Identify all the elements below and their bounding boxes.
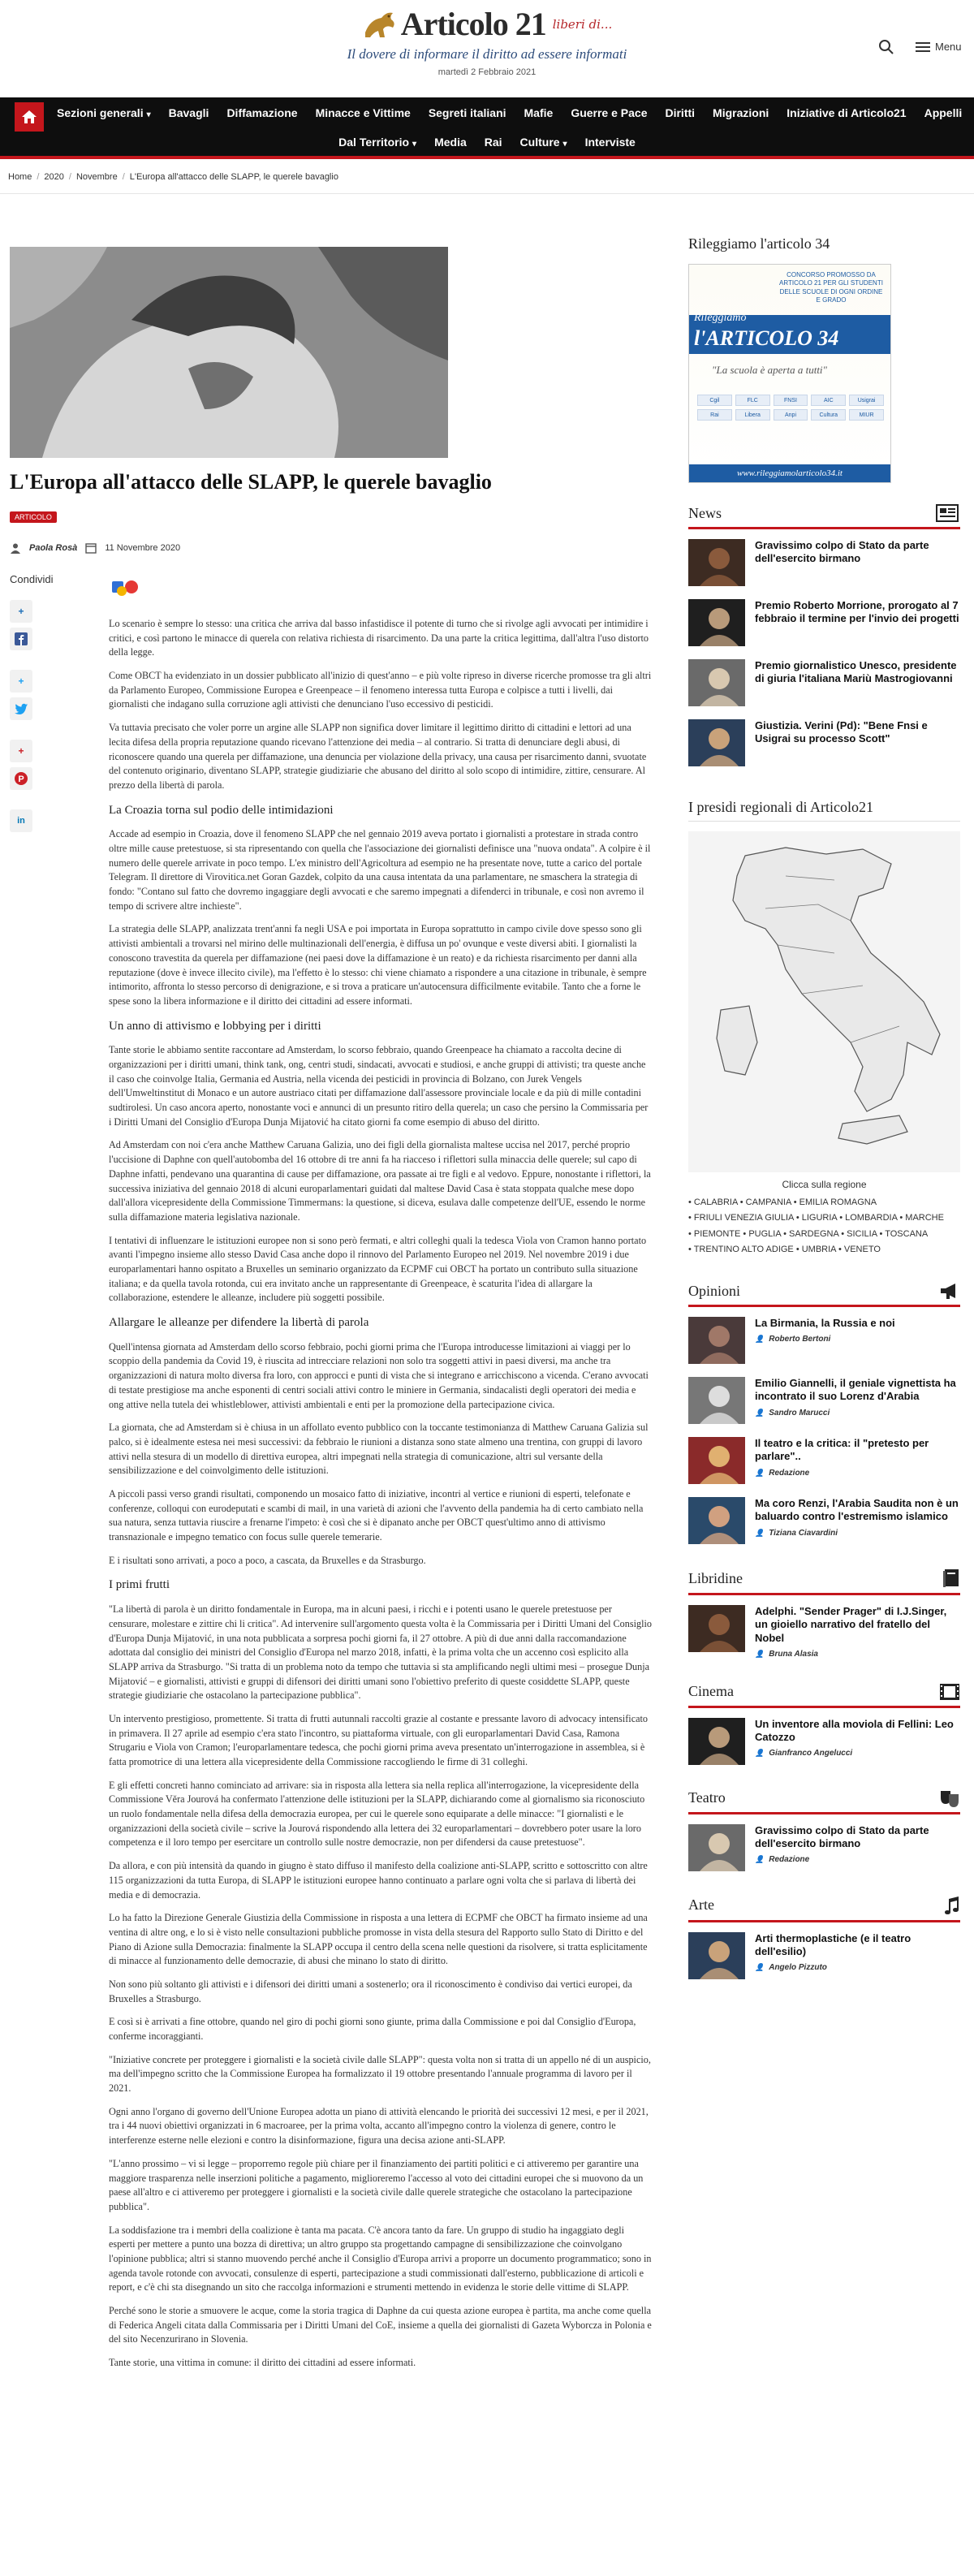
partner-logo: Cultura — [811, 409, 846, 421]
breadcrumb-item[interactable]: 2020 — [44, 172, 64, 182]
banner-quote: "La scuola è aperta a tutti" — [712, 364, 827, 376]
nav-link[interactable] — [226, 106, 297, 119]
nav-link[interactable] — [434, 136, 467, 149]
news-author-name[interactable]: Bruna Alasia — [769, 1649, 818, 1659]
thumbnail-image[interactable] — [688, 1605, 745, 1652]
partner-logo: Cgil — [697, 395, 732, 406]
theater-masks-icon — [939, 1789, 960, 1807]
map-caption: Clicca sulla regione — [782, 1179, 867, 1190]
news-item[interactable] — [688, 1718, 960, 1765]
linkedin-share-button[interactable]: in — [10, 809, 32, 832]
article-paragraph: Quell'intensa giornata ad Amsterdam dello scorso febbraio, pochi giorni prima che l'Europa introducesse limitazioni ai viaggi per lo scoppio della pandemia da Covid 19, è riuscita ad intrecciare relazioni non solo tra soggetti attivi in paesi diversi, ma anche tra organizzazioni di natura molto diversa fra loro, con approcci e punti di vista che si integrano e arricchiscono a vicenda. C'erano avvocati di testate prestigiose ma anche esponenti di centri sociali attivi contro le miniere in Germania, sindacalisti degli operatori dei media e ong attive nella tutela dei whistleblower, attivisti ambientali e enti per la promozione della partecipazione civica. — [109, 1340, 649, 1410]
share-title: Condividi — [10, 573, 54, 585]
tagline: Il dovere di informare il diritto ad essere informati — [347, 46, 627, 62]
breadcrumb-item: L'Europa all'attacco delle SLAPP, le querele bavaglio — [129, 172, 338, 182]
news-text — [755, 1437, 960, 1478]
region-link[interactable]: • CALABRIA — [688, 1197, 740, 1207]
article-paragraph: E gli effetti concreti hanno cominciato ad arrivare: sia in risposta alla lettera sia nella replica all'interrogazione, la vicepresidente della Commissione Věra Jourová ha confermato l'attenzione delle istituzioni per la SLAPP, dichiarando come al giornalismo sia riconosciuto un ruolo fondamentale nella difesa della democrazia europea, per cui le querele sono equiparate a delle minacce: "I giornalisti e le organizzazioni della società civile – scrive la Jourová rispondendo alla lettera dei 32 europarlamentari – dovrebbero poter usare la loro competenza e il loro tempo per esercitare un controllo sulle nostre democrazie, non per difendersi da cause pretestuose". — [109, 1779, 645, 1849]
search-icon[interactable] — [878, 39, 894, 55]
partner-logo: FLC — [735, 395, 770, 406]
region-link[interactable]: • MARCHE — [899, 1213, 944, 1223]
news-author — [755, 1963, 960, 1972]
nav-link[interactable] — [571, 106, 647, 119]
banner-url: www.rileggiamolarticolo34.it — [689, 464, 890, 482]
main-nav — [0, 97, 974, 159]
cinema-list — [688, 1718, 960, 1765]
region-link[interactable]: • PIEMONTE — [688, 1228, 743, 1239]
author-icon: 👤 — [755, 1468, 765, 1477]
news-title[interactable]: La Birmania, la Russia e noi — [755, 1317, 895, 1329]
news-item[interactable] — [688, 1317, 960, 1364]
article-subheading: La Croazia torna sul podio delle intimidazioni — [109, 803, 334, 817]
news-title[interactable]: Gravissimo colpo di Stato da parte dell'esercito birmano — [755, 539, 929, 565]
article-paragraph: Lo ha fatto la Direzione Generale Giustizia della Commissione in risposta a una lettera di ECPMF che OBCT ha firmato insieme ad una ventina di altre ong, e lo si è visto nelle consultazioni pubbliche promosse in vista della stesura del Rapporto sullo Stato di Diritto e del Piano di Azione sulla Democrazia: finalmente la SLAPP occupa il centro della scena nelle questioni da risolvere, si tratta esplicitamente di minacce al funzionamento delle democrazie, di abusi che minano lo stato di diritto. — [109, 1912, 648, 1967]
news-title[interactable]: Premio giornalistico Unesco, presidente di giuria l'italiana Mariù Mastrogiovanni — [755, 659, 957, 685]
arte-list — [688, 1932, 960, 1979]
news-item[interactable] — [688, 1824, 960, 1871]
region-link[interactable]: • CAMPANIA — [739, 1197, 794, 1207]
italy-map-shape — [688, 831, 960, 1172]
news-author — [755, 1409, 960, 1417]
opinioni-list — [688, 1317, 960, 1544]
thumbnail-image[interactable] — [688, 1437, 745, 1484]
site-logo[interactable] — [345, 5, 629, 77]
music-note-icon — [942, 1896, 960, 1915]
news-author-name[interactable]: Redazione — [769, 1855, 810, 1865]
article-paragraph: La giornata, che ad Amsterdam si è chiusa in un affollato evento pubblico con la toccante testimonianza di Matthew Caruana Galizia sul palco, si è idealmente estesa nei mesi successivi: da febbraio le riunioni a distanza sono state almeno una trentina, con gruppi di lavoro attivi nella stesura di un modello di direttiva europea, altri impegnati nella strategia di comunicazione, altri sul versante della sensibilizzazione e del coinvolgimento delle istituzioni. — [109, 1422, 649, 1477]
region-link[interactable]: • VENETO — [838, 1244, 881, 1254]
partner-logo: FNSI — [774, 395, 808, 406]
news-text — [755, 659, 960, 686]
libridine-list — [688, 1605, 960, 1659]
nav-link-label: Minacce e Vittime — [315, 106, 411, 119]
article-paragraph: I tentativi di influenzare le istituzioni europee non si sono però fermati, e altri colleghi quali la tedesca Viola von Cramon hanno portato avanti l'impegno insieme allo stesso David Casa anche dopo il rinnovo del Parlamento Europeo nel 2019. Nel novembre 2019 i due europarlamentari hanno ospitato a Bruxelles un seminario organizzato da ECPMF cui OBCT ha portato un contributo sulla situazione italiana; e da quella tavola rotonda, cui era invitato anche un rappresentante di Greenpeace, è scaturita l'idea di allargare la collaborazione, estendere le alleanze, includere più soggetti possibile. — [109, 1234, 647, 1304]
header-date: martedì 2 Febbraio 2021 — [437, 67, 537, 77]
news-title[interactable]: Arti thermoplastiche (e il teatro dell'esilio) — [755, 1931, 912, 1957]
nav-link[interactable] — [924, 106, 963, 119]
region-link[interactable]: • LIGURIA — [795, 1213, 840, 1223]
news-author-name[interactable]: Roberto Bertoni — [769, 1335, 831, 1344]
nav-link-label: Media — [434, 136, 467, 149]
italy-map[interactable] — [688, 831, 960, 1172]
news-item[interactable] — [688, 659, 960, 706]
article-author[interactable]: Paola Rosà — [29, 543, 78, 553]
region-link[interactable]: • TRENTINO ALTO ADIGE — [688, 1244, 796, 1254]
news-item[interactable] — [688, 1497, 960, 1544]
nav-link[interactable] — [787, 106, 906, 119]
svg-text:P: P — [18, 775, 24, 784]
author-icon: 👤 — [755, 1855, 765, 1864]
banner-line1: Rileggiamo — [694, 312, 747, 324]
nav-link[interactable] — [57, 106, 151, 119]
news-text — [755, 1718, 960, 1758]
menu-label: Menu — [935, 41, 962, 53]
calendar-icon — [85, 542, 97, 554]
nav-link-label: Guerre e Pace — [571, 106, 648, 119]
news-title[interactable]: Emilio Giannelli, il geniale vignettista ha incontrato il suo Lorenz d'Arabia — [755, 1377, 956, 1403]
banner-top-text: CONCORSO PROMOSSO DA ARTICOLO 21 PER GLI STUDENTI DELLE SCUOLE DI OGNI ORDINE E GRADO — [779, 271, 883, 304]
news-title[interactable]: Giustizia. Verini (Pd): "Bene Fnsi e Usigrai su processo Scott" — [755, 719, 928, 745]
arte-heading: Arte — [688, 1896, 960, 1922]
thumbnail-image[interactable] — [688, 1824, 745, 1871]
nav-link-label: Diritti — [665, 106, 696, 119]
rileggiamo-heading: Rileggiamo l'articolo 34 — [688, 235, 830, 252]
nav-row-primary — [57, 97, 962, 128]
author-icon: 👤 — [755, 1335, 765, 1344]
news-item[interactable] — [688, 719, 960, 766]
article-paragraph: Tante storie, una vittima in comune: il diritto dei cittadini ad essere informati. — [109, 2357, 416, 2369]
nav-link-label: Rai — [484, 136, 502, 149]
share-plus-button[interactable]: + — [10, 670, 32, 693]
divider — [0, 193, 974, 194]
news-author-name[interactable]: Gianfranco Angelucci — [769, 1749, 853, 1758]
news-author-name[interactable]: Tiziana Ciavardini — [769, 1528, 838, 1538]
twitter-share-button[interactable] — [10, 697, 32, 720]
article-paragraph: E così si è arrivati a fine ottobre, quando nel giro di pochi giorni sono giunte, prima dalla Commissione e poi dal Consiglio d'Europa, conferme incoraggianti. — [109, 2016, 636, 2042]
banner-line2: l'ARTICOLO 34 — [694, 326, 839, 350]
news-title[interactable]: Premio Roberto Morrione, prorogato al 7 febbraio il termine per l'invio dei progetti — [755, 599, 959, 625]
news-item[interactable] — [688, 1377, 960, 1424]
nav-link[interactable] — [429, 106, 506, 119]
author-icon: 👤 — [755, 1528, 765, 1537]
author-icon: 👤 — [755, 1649, 765, 1658]
region-link[interactable]: • EMILIA ROMAGNA — [793, 1197, 877, 1207]
author-icon: 👤 — [755, 1408, 765, 1417]
region-link[interactable]: • TOSCANA — [879, 1228, 928, 1239]
news-title[interactable]: Adelphi. "Sender Prager" di I.J.Singer, un gioiello narrativo del fratello del Nobel — [755, 1605, 947, 1644]
nav-link[interactable] — [485, 136, 502, 149]
article-paragraph: Accade ad esempio in Croazia, dove il fenomeno SLAPP che nel gennaio 2019 aveva portato i giornalisti a protestare in strada contro oltre mille cause pretestuose, si sta ripresentando con quella che l'associazione dei giornalisti definisce una "nuova ondata". A colpire è il numero delle querele arrivate in poco tempo. L'ex ministro dell'Agricoltura ad esempio ne ha presentate nove, tutte a carico del portale Telegram. Il direttore di Virovitica.net Goran Gazdek, colpito da una causa intentata da una parlamentare, ne smaschera la strategia di fondo: "Contano sul fatto che dovremo ingaggiare degli avvocati e che saremo impegnati a difenderci in tribunale, e così non avremo il tempo di scrivere altre inchieste". — [109, 828, 651, 912]
banner-partner-logos — [697, 395, 884, 421]
share-bar — [10, 573, 58, 837]
nav-link[interactable] — [585, 136, 636, 149]
article-paragraph: La strategia delle SLAPP, analizzata trent'anni fa negli USA e poi importata in Europa soprattutto in campo civile dove spesso sono gli attivisti ambientali a trovarsi nel mirino delle multinazionali dell'energia, è diffusa un po' ovunque e veste diversi abiti. I giornalisti la conoscono travestita da querela per diffamazione (nei paesi dove la diffamazione è un reato) e da richiesta risarcimento per danni alla reputazione (dove è invece illecito civile), ma l'effetto è lo stesso: chi viene chiamato a rispondere a una citazione in tribunale, è sempre intimorito, affronta lo stesso percorso di denigrazione, e si trova a praticare un'autocensura difficilmente evitabile. Tanto che a forne le spese sono la libera informazione e il diritto dei cittadini ad essere informati. — [109, 923, 647, 1007]
news-text — [755, 539, 960, 566]
nav-link-label: Dal Territorio — [338, 136, 410, 149]
news-author-name[interactable]: Sandro Marucci — [769, 1408, 830, 1417]
chevron-down-icon: ▾ — [412, 140, 417, 149]
logo-script: liberi di... — [552, 16, 613, 32]
breadcrumb — [8, 172, 338, 182]
home-icon — [21, 110, 37, 124]
teatro-heading: Teatro — [688, 1789, 960, 1814]
facebook-icon — [15, 632, 28, 645]
pinterest-icon — [15, 772, 28, 785]
logo-horse-icon — [362, 8, 398, 41]
thumbnail-image[interactable] — [688, 1718, 745, 1765]
news-item[interactable] — [688, 1932, 960, 1979]
partner-logo: Libera — [735, 409, 770, 421]
news-item[interactable] — [688, 599, 960, 646]
nav-link-label: Bavagli — [168, 106, 209, 119]
article-paragraph: Va tuttavia precisato che voler porre un argine alle SLAPP non significa dover limitare il legittimo diritto di cittadini e lettori ad una lecita difesa della propria reputazione quando ricevano l'attenzione dei media – al contrario. Si tratta di denunciare degli abusi, di riconoscere quando una querela per diffamazione, una denuncia per violazione della privacy, una causa per risarcimento danni, svuotate del contenuto originario, diventano SLAPP, strategie giudiziarie che abusano del diritto al solo scopo di intimidire, zittire, censurare. Al prezzo della libertà di parola. — [109, 722, 647, 791]
news-author — [755, 1335, 895, 1344]
news-author-name[interactable]: Angelo Pizzuto — [769, 1963, 827, 1973]
sidebar — [688, 235, 960, 1992]
presidi-heading: I presidi regionali di Articolo21 — [688, 799, 960, 822]
news-author — [755, 1650, 960, 1659]
region-link[interactable]: • SARDEGNA — [783, 1228, 842, 1239]
site-header — [0, 0, 974, 97]
menu-button[interactable] — [916, 41, 962, 53]
regions-list — [688, 1195, 960, 1258]
nav-link-label: Migrazioni — [713, 106, 769, 119]
facebook-share-button[interactable] — [10, 628, 32, 650]
news-text — [755, 1497, 960, 1538]
reaction-emoji-icon[interactable] — [110, 576, 141, 598]
news-title[interactable]: Il teatro e la critica: il "pretesto per parlare".. — [755, 1437, 929, 1463]
news-text — [755, 599, 960, 626]
news-heading: News — [688, 504, 960, 529]
region-link[interactable]: • PUGLIA — [743, 1228, 784, 1239]
nav-link-label: Sezioni generali — [57, 106, 144, 119]
thumbnail-image[interactable] — [688, 599, 745, 646]
nav-link-label: Interviste — [584, 136, 636, 149]
chevron-down-icon: ▾ — [562, 140, 567, 149]
breadcrumb-item[interactable]: Home — [8, 172, 32, 182]
news-text — [755, 1317, 895, 1344]
news-title[interactable]: Gravissimo colpo di Stato da parte dell'esercito birmano — [755, 1823, 929, 1849]
partner-logo: MIUR — [849, 409, 884, 421]
article-paragraph: Ogni anno l'organo di governo dell'Unione Europea adotta un piano di attività elencando le priorità dei successivi 12 mesi, e per il 2021, tra i 44 nuovi obiettivi organizzati in 6 macroaree, per la prima volta, accanto all'impegno contro la violenza di genere, contro le interferenze esterne nelle elezioni e contro la disinformazione, figura una decisa azione anti-SLAPP. — [109, 2105, 649, 2147]
home-button[interactable] — [15, 102, 44, 132]
breadcrumb-separator: / — [68, 172, 71, 182]
share-plus-button[interactable]: + — [10, 600, 32, 623]
nav-link-label: Segreti italiani — [428, 106, 506, 119]
teatro-list — [688, 1824, 960, 1871]
article-subheading: Un anno di attivismo e lobbying per i diritti — [109, 1019, 321, 1033]
news-item[interactable] — [688, 1437, 960, 1484]
breadcrumb-item[interactable]: Novembre — [75, 172, 118, 182]
author-icon: 👤 — [755, 1749, 765, 1758]
article-paragraph: A piccoli passi verso grandi risultati, componendo un mosaico fatto di iniziative, incontri al vertice e riunioni di esperti, telefonate e conferenze, colloqui con eurodeputati e scambi di mail, in una varietà di azioni che l'avvento della pandemia ha di certo cambiato nella sua natura, senza tuttavia riuscire a frenarne l'impeto: è così che si è dipanato anche per OBCT quest'ultimo anno di attivismo transnazionale e impegno tematico con focus sulle querele temerarie. — [109, 1487, 644, 1543]
author-icon — [10, 542, 21, 554]
news-author-name[interactable]: Redazione — [769, 1468, 810, 1478]
article-meta — [10, 542, 180, 554]
article-paragraph: Non sono più soltanto gli attivisti e i difensori dei diritti umani a sostenerlo; ora il riconoscimento è condiviso dai vertici europei, da Bruxelles a Strasburgo. — [109, 1978, 632, 2004]
news-text — [755, 1932, 960, 1973]
article-paragraph: Da allora, e con più intensità da quando in giugno è stato diffuso il manifesto della coalizione anti-SLAPP, scritto e sottoscritto con altre 115 organizzazioni da tutta Europa, di SLAPP le istituzioni europee hanno continuato a parlare ogni volta che si parlava di libertà dei media e di democrazia. — [109, 1860, 648, 1901]
film-icon — [939, 1683, 960, 1701]
share-plus-button[interactable]: + — [10, 740, 32, 762]
breadcrumb-separator: / — [122, 172, 125, 182]
nav-link[interactable] — [316, 106, 411, 119]
cinema-heading: Cinema — [688, 1683, 960, 1708]
region-link[interactable]: • LOMBARDIA — [839, 1213, 900, 1223]
newspaper-icon — [936, 504, 960, 522]
nav-row-secondary — [0, 128, 974, 156]
article-paragraph: Come OBCT ha evidenziato in un dossier pubblicato all'inizio di quest'anno – e più volte ripreso in diverse ricerche promosse tra gli altri da Parlamento Europeo, Commissione Europea e Greenpeace – il fenomeno interessa tutta Europa e colpisce a tutti i livelli, dai giornalisti che indagano sulla corruzione agli attivisti che denunciano l'uso eccessivo di pesticidi. — [109, 670, 652, 710]
thumbnail-image[interactable] — [688, 1377, 745, 1424]
article-paragraph: "La libertà di parola è un diritto fondamentale in Europa, ma in alcuni paesi, i ricchi e i potenti usano le querele pretestuose per censurare, molestare e zittire chi li critica". Ad intervenire sull'argomento questa volta è la Commissaria per i Diritti Umani del Consiglio d'Europa Dunja Mijatović, in una nota pubblicata a sorpresa pochi giorni fa, il 27 ottobre. A più di due anni dalla raccomandazione adottata dal consiglio dei ministri del Consiglio d'Europa nel marzo 2018, infatti, è la prima volta che un accenno così esplicito alla SLAPP arriva da Strasburgo. "Si tratta di un problema noto da tempo che tuttavia si sta amplificando negli ultimi mesi – prosegue Dunja Mijatović – e giornalisti, attivisti e gruppi di difensori dei diritti umani sono l'obiettivo preferito di queste cosiddette SLAPP, queste strategie giudiziarie che ostacolano la partecipazione pubblica". — [109, 1603, 652, 1702]
nav-link-label: Diffamazione — [226, 106, 298, 119]
megaphone-icon — [939, 1282, 960, 1300]
nav-link[interactable] — [713, 106, 769, 119]
partner-logo: AIC — [811, 395, 846, 406]
region-link[interactable]: • FRIULI VENEZIA GIULIA — [688, 1213, 796, 1223]
news-author — [755, 1749, 960, 1758]
nav-link[interactable] — [665, 106, 695, 119]
news-text — [755, 1605, 960, 1659]
partner-logo: Usigrai — [849, 395, 884, 406]
news-title[interactable]: Ma coro Renzi, l'Arabia Saudita non è un baluardo contro l'estremismo islamico — [755, 1497, 959, 1523]
nav-link[interactable] — [169, 106, 209, 119]
nav-link-label: Iniziative di Articolo21 — [787, 106, 907, 119]
article-paragraph: "L'anno prossimo – vi si legge – proporremo regole più chiare per il finanziamento dei partiti politici e ci attiveremo per garantire una maggiore trasparenza nelle inserzioni politiche a pagamento, miglioreremo l'accesso al voto dei cittadini europei che si muovono da un paese all'altro e ci attiveremo per proteggere i giornalisti e la società civile dalle querele strategiche che ostacolano la partecipazione pubblica". — [109, 2157, 644, 2212]
partner-logo: Rai — [697, 409, 732, 421]
thumbnail-image[interactable] — [688, 719, 745, 766]
article-paragraph: Tante storie le abbiamo sentite raccontare ad Amsterdam, lo scorso febbraio, quando Greenpeace ha chiamato a raccolta decine di organizzazioni per i diritti umani, think tank, ong, centri studi, sindacati, avvocati e studiosi, e anche gruppi di attivisti; tra queste anche il caso che coinvolge Italia, Germania ed Austria, nella vicenda dei pesticidi in provincia di Bolzano, con Jurek Vengels dell'Umweltinstitut di Monaco e un autore austriaco citati per diffamazione dall'assessore provinciale locale e da più di mille contadini sudtirolesi. Un caso ancora aperto, nonostante voci e annunci di un presunto ritiro della querela; un caso che persino la Commissaria per i Diritti Umani del Consiglio d'Europa Dunja Mijatović ha citato giorni fa come esempio di abuso del diritto. — [109, 1044, 649, 1128]
libridine-heading: Libridine — [688, 1568, 960, 1595]
book-icon — [942, 1568, 960, 1588]
nav-link-label: Culture — [519, 136, 560, 149]
thumbnail-image[interactable] — [688, 1932, 745, 1979]
news-title[interactable]: Un inventore alla moviola di Fellini: Leo Catozzo — [755, 1717, 954, 1743]
article-hero-image — [10, 247, 448, 458]
author-icon: 👤 — [755, 1963, 765, 1972]
thumbnail-image[interactable] — [688, 659, 745, 706]
thumbnail-image[interactable] — [688, 539, 745, 586]
region-link[interactable]: • SICILIA — [841, 1228, 880, 1239]
news-item[interactable] — [688, 1605, 960, 1659]
article-paragraph: Un intervento prestigioso, promettente. Si tratta di frutti autunnali raccolti grazie al costante e pressante lavoro di advocacy intensificato in primavera. Il 27 aprile ad esempio c'era stato l'incontro, su piattaforma virtuale, con gli europarlamentari David Casa, Ramona Strugariu e Viola von Cramon; l'europarlamentare tedesca, che pochi giorni prima aveva presentato un'interrogazione in assemblea, si è fatta promotrice di una lettera alla vicepresidente della Commissione raccogliendo le firme di 31 colleghi. — [109, 1712, 648, 1767]
rileggiamo-banner[interactable] — [688, 264, 891, 483]
hero-illustration — [10, 247, 448, 458]
opinioni-heading: Opinioni — [688, 1282, 960, 1307]
logo-title: Articolo 21 — [400, 6, 546, 42]
article-paragraph: La soddisfazione tra i membri della coalizione è tanta ma pacata. C'è ancora tanto da fare. Un gruppo di studio ha ingaggiato degli esperti per mettere a punto una bozza di direttiva; un altro gruppo sta progettando campagne di sensibilizzazione che coinvolgano l'opinione pubblica; altri si stanno muovendo perché anche il Consiglio d'Europa arrivi a proporre un documento programmatico; sono in agenda tavole rotonde con avvocati, consulenze di esperti, partecipazione a studi commissionati dall'esterno, pubblicazione di articoli e report, e c'è chi sta disegnando un sito che raccolga informazioni e strumenti mettendo in evidenza le storie delle vittime di SLAPP. — [109, 2224, 652, 2293]
chevron-down-icon: ▾ — [146, 110, 151, 119]
news-text — [755, 1377, 960, 1417]
thumbnail-image[interactable] — [688, 1317, 745, 1364]
nav-link-label: Appelli — [924, 106, 963, 119]
thumbnail-image[interactable] — [688, 1497, 745, 1544]
news-author — [755, 1469, 960, 1478]
news-text — [755, 1824, 960, 1865]
breadcrumb-separator: / — [37, 172, 40, 182]
article-body — [109, 617, 653, 2380]
article-paragraph: Ad Amsterdam con noi c'era anche Matthew Caruana Galizia, uno dei figli della giornalista maltese uccisa nel 2017, perché proprio l'uccisione di Daphne con quell'autobomba del 16 ottobre di tre anni fa ha riacceso i riflettori sulla minaccia delle querele; sul capo di Daphne infatti, pendevano una quarantina di cause per diffamazione, ora passate ai tre figli e al vedovo. Eppure, nonostante i riflettori, la successiva iniziativa del gennaio 2018 di alcuni europarlamentari guidati dal maltese David Casa è stata stoppata qualche mese dopo dall'allora vicepresidente della Commissione Timmermans: la questione, si diceva, esulava dalle competenze dell'UE, essendo le norme sulla diffamazione materia legislativa nazionale. — [109, 1139, 651, 1223]
article-paragraph: Lo scenario è sempre lo stesso: una critica che arriva dal basso infastidisce il potente di turno che si rivolge agli avvocati per intimidire i critici, e così partono le minacce di querela con relativa richiesta di risarcimento. Da una parte la critica legittima, dall'altra l'uso distorto della legge. — [109, 618, 649, 658]
news-text — [755, 719, 960, 746]
nav-link[interactable] — [524, 106, 554, 119]
news-author — [755, 1529, 960, 1538]
news-item[interactable] — [688, 539, 960, 586]
article-paragraph: E i risultati sono arrivati, a poco a poco, a cascata, da Bruxelles e da Strasburgo. — [109, 1554, 426, 1566]
article-subheading: I primi frutti — [109, 1578, 170, 1592]
nav-link[interactable] — [520, 136, 567, 149]
twitter-icon — [14, 703, 28, 715]
news-list — [688, 539, 960, 766]
category-badge[interactable]: ARTICOLO — [10, 511, 57, 523]
partner-logo: Anpi — [774, 409, 808, 421]
nav-link-label: Mafie — [524, 106, 554, 119]
article-date: 11 Novembre 2020 — [105, 543, 181, 553]
article-title: L'Europa all'attacco delle SLAPP, le querele bavaglio — [10, 470, 492, 494]
region-link[interactable]: • UMBRIA — [795, 1244, 838, 1254]
pinterest-share-button[interactable] — [10, 767, 32, 790]
article-paragraph: Perché sono le storie a smuovere le acque, come la storia tragica di Daphne da cui questa azione europea è partita, ma anche come quella di Federica Angeli citata dalla Commissaria per i Diritti Umani del CoE, insieme a quella dei giornalisti di Gazeta Wyborcza in Polonia e del sito Necenzurirano in Slovenia. — [109, 2305, 652, 2345]
news-author — [755, 1855, 960, 1864]
article-subheading: Allargare le alleanze per difendere la libertà di parola — [109, 1316, 369, 1329]
hamburger-icon — [916, 42, 930, 52]
nav-link[interactable] — [338, 136, 416, 149]
article-paragraph: "Iniziative concrete per proteggere i giornalisti e la società civile dalle SLAPP": questa volta non si tratta di un appello né di un auspicio, ma dell'impegno scritto che la Commissione Europea ha formalizzato il 19 ottobre presentando l'annuale programma di lavoro per il 2021. — [109, 2053, 651, 2095]
